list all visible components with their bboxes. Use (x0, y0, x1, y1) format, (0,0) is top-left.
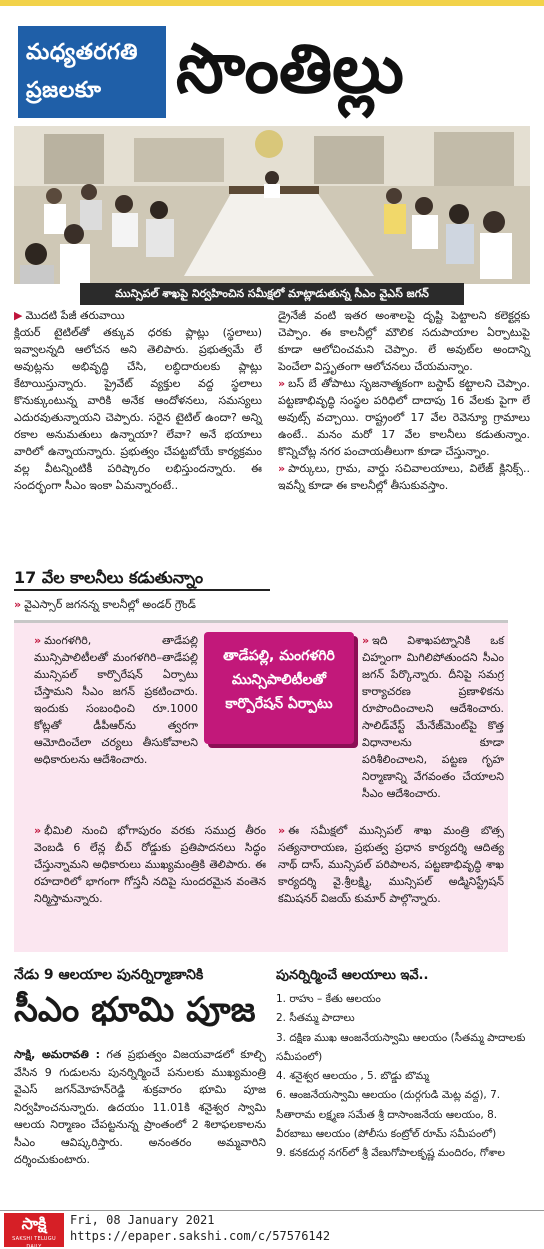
box-title-line-3: కార్పొరేషన్ ఏర్పాటు (225, 696, 333, 712)
sakshi-logo (4, 1213, 64, 1247)
box-right-text-2: ఈ సమీక్షలో మున్సిపల్ శాఖ మంత్రి బొత్స సత్యనారాయణ, ప్రభుత్వ ప్రధాన కార్యదర్శి ఆదిత్య నాథ్ దాస్, మున్సిపల్ పరిపాలన, పట్టణాభివృద్ధి శాఖ కార్యదర్శి వై.శ్రీలక్ష్మి, మున్సిపల్ అడ్మినిస్ట్రేషన్ కమిషనర్ విజయ్ కుమార్ పాల్గొన్నారు. (278, 824, 504, 905)
footer-url[interactable]: https://epaper.sakshi.com/c/57576142 (70, 1229, 331, 1243)
box-left-upper (34, 632, 198, 768)
box-title-line-1: తాడేపల్లి, మంగళగిరి (223, 648, 335, 664)
list-item: 9. కనకదుర్గ నగర్‌లో శ్రీ వేణుగోపాలకృష్ణ మందిరం, గోశాల (276, 1147, 505, 1160)
box-left-lower (34, 822, 266, 907)
headline-kicker (18, 26, 166, 118)
lower-body (14, 1046, 266, 1169)
continued-marker-icon: ▶ (14, 309, 23, 322)
left-body: క్లియర్ టైటిల్‌తో తక్కువ ధరకు ప్లాట్లు (స్థలాలు) ఇవ్వాలన్నది ఆలోచన అని తెలిపారు. ప్రభుత్వమే లే అవుట్లను అభివృద్ధి చేసి, లబ్ధిదారులకు ప్లాట్లు కేటాయిస్తున్నారు. ప్రైవేట్ వ్యక్తుల వద్ద స్థలాలు కొనుక్కుంటున్న వారికి అనేక ఆందోళనలు, సమస్యలు ఎదురవుతున్నాయని చెప్పారు. సరైన టైటిల్ ఉందా? అన్ని రకాల అనుమతులు ఉన్నాయా? లేవా? అనే భయాలు వారిలో ఉన్నాయన్నారు. ప్రభుత్వం చేపట్టబోయే కార్యక్రమం వల్ల వీటన్నింటికీ పరిష్కారం లభిస్తుందన్నారు. ఈ సందర్భంగా సీఎం ఇంకా ఏమన్నారంటే.. (14, 326, 262, 492)
logo-mark: సాక్షి (21, 1214, 47, 1233)
list-item: 6. ఆంజనేయస్వామి ఆలయం (దుర్గగుడి మెట్ల వద్ద), 7. సీతారామ లక్ష్మణ సమేత శ్రీ దాసాంజనేయ ఆలయం, 8. వీరబాబు ఆలయం (పోలీసు కంట్రోల్ రూమ్ సమీపంలో) (276, 1089, 501, 1141)
logo-subtitle: SAKSHI TELUGU DAILY (12, 1236, 56, 1249)
meeting-photo (14, 126, 530, 284)
list-item: 2. సీతమ్మ పాదాలు (276, 1012, 355, 1025)
list-item: 4. శనైశ్వర ఆలయం , 5. బొడ్డు బొమ్మ (276, 1070, 430, 1083)
box-left-text-2: భీమిలి నుంచి భోగాపురం వరకు సముద్ర తీరం వెంబడి 6 లేన్ల బీచ్ రోడ్డుకు ప్రతిపాదనలు సిద్ధం చేస్తున్నామని అధికారులు ముఖ్యమంత్రికి తెలిపారు. ఈ రహదారిలో భాగంగా గోస్తనీ నదిపై సుందరమైన వంతెన నిర్మిస్తామన్నారు. (34, 824, 266, 905)
left-bullet-block (14, 596, 262, 613)
lower-body-text: గత ప్రభుత్వం విజయవాడలో కూల్చి వేసిన 9 గుడులను పునర్నిర్మించే పనులకు ముఖ్యమంత్రి వైఎస్ జగన్‌మోహన్‌రెడ్డి శుక్రవారం భూమి పూజ నిర్వహించనున్నారు. ఉదయం 11.01కి శనైశ్వర స్వామి ఆలయ నిర్మాణం చేపట్టనున్న ప్రాంతంలో 2 శిలాఫలకాలను సీఎం ఆవిష్కరిస్తారు. అనంతరం అమ్మవారిని దర్శించుకుంటారు. (14, 1048, 267, 1166)
kicker-line-2: ప్రజలకూ (26, 78, 102, 103)
bullet-icon: » (14, 598, 22, 611)
right-column-top (278, 307, 530, 494)
bullet-icon: » (34, 824, 42, 837)
photo-caption: మున్సిపల్ శాఖపై నిర్వహించిన సమీక్షలో మాట్లాడుతున్న సీఎం వైఎస్ జగన్ (80, 283, 464, 305)
bullet-icon: » (34, 634, 42, 647)
footer-date: Fri, 08 January 2021 (70, 1213, 215, 1227)
continued-label: మొదటి పేజీ తరువాయి (25, 309, 125, 322)
box-left-text-1: మంగళగిరి, తాడేపల్లి మున్సిపాలిటీలతో మంగళగిరి–తాడేపల్లి మున్సిపల్ కార్పొరేషన్ ఏర్పాటు చేస్తామని సీఎం జగన్ ప్రకటించారు. ఇందుకు సంబంధించి రూ.1000 కోట్లతో డీపీఆర్‌ను త్వరగా ఆమోదించేలా చర్యలు తీసుకోవాలని అధికారులను ఆదేశించారు. (34, 634, 198, 766)
bullet-icon: » (278, 824, 286, 837)
left-column-top (14, 307, 262, 494)
lower-kicker: నేడు 9 ఆలయాల పునర్నిర్మాణానికి (14, 967, 204, 983)
box-right-upper (362, 632, 504, 802)
page-headline: సొంతిల్లు (176, 30, 404, 109)
top-rule (0, 0, 544, 6)
bullet-icon: » (278, 462, 286, 475)
box-right-lower (278, 822, 504, 907)
lower-headline: సీఎం భూమి పూజ (14, 990, 256, 1030)
right-body-1: డ్రైనేజీ వంటి ఇతర అంశాలపై దృష్టి పెట్టాలని కలెక్టర్లకు చెప్పాం. ఈ కాలనీల్లో మౌలిక సదుపాయాల ఏర్పాటుపై కూడా ఆలోచించమని చెప్పాం. లే అవుట్‌ల అందాన్ని పెంచేలా విస్తృతంగా ఆలోచనలు చేయమన్నాం. (278, 309, 530, 373)
right-body-2: బస్ బే తోపాటు సృజనాత్మకంగా బస్టాప్ కట్టాలని చెప్పాం. పట్టణాభివృద్ధి సంస్థల పరిధిలో దాదాపు 16 వేలకు పైగా లే అవుట్స్ వచ్చాయి. రాష్ట్రంలో 17 వేల రెవెన్యూ గ్రామాలు ఉంటే.. మనం మరో 17 వేల కాలనీలు కడుతున్నాం. కొన్నిచోట్ల నగర పంచాయతీలుగా కూడా చేస్తున్నాం. (278, 377, 530, 458)
list-item: 1. రాహు – కేతు ఆలయం (276, 993, 381, 1005)
bullet-icon: » (362, 634, 370, 647)
box-right-text-1: ఇది విశాఖపట్నానికి ఒక చిహ్నంగా మిగిలిపోతుందని సీఎం జగన్ పేర్కొన్నారు. దీనిపై సమగ్ర కార్యాచరణ ప్రణాళికను రూపొందించాలని ఆదేశించారు. సాలిడ్‌వేస్ట్ మేనేజ్‌మెంట్‌పై కొత్త విధానాలను కూడా పరిశీలించాలని, పట్టణ గృహ నిర్మాణాన్ని వేగవంతం చేయాలని సీఎం ఆదేశించారు. (362, 634, 504, 800)
list-item: 3. దక్షిణ ముఖ ఆంజనేయస్వామి ఆలయం (సీతమ్మ పాదాలకు సమీపంలో) (276, 1031, 526, 1063)
kicker-line-1: మధ్యతరగతి (26, 40, 138, 65)
left-bullet-text: వైఎస్సార్ జగనన్న కాలనీల్లో అండర్ గ్రౌండ్ (24, 598, 196, 611)
box-title (204, 632, 354, 744)
subheading: 17 వేల కాలనీలు కడుతున్నాం (14, 565, 270, 591)
bullet-icon: » (278, 377, 286, 390)
temples-title: పునర్నిర్మించే ఆలయాలు ఇవే.. (276, 968, 429, 983)
box-title-line-2: మున్సిపాలిటీలతో (231, 672, 327, 688)
right-body-3: పార్కులు, గ్రామ, వార్డు సచివాలయాలు, విలేజ్ క్లినిక్స్.. ఇవన్నీ కూడా ఈ కాలనీల్లో తీసుకువస్తాం. (278, 462, 530, 492)
temples-list (276, 990, 530, 1164)
dateline: సాక్షి, అమరావతి : (14, 1048, 100, 1061)
